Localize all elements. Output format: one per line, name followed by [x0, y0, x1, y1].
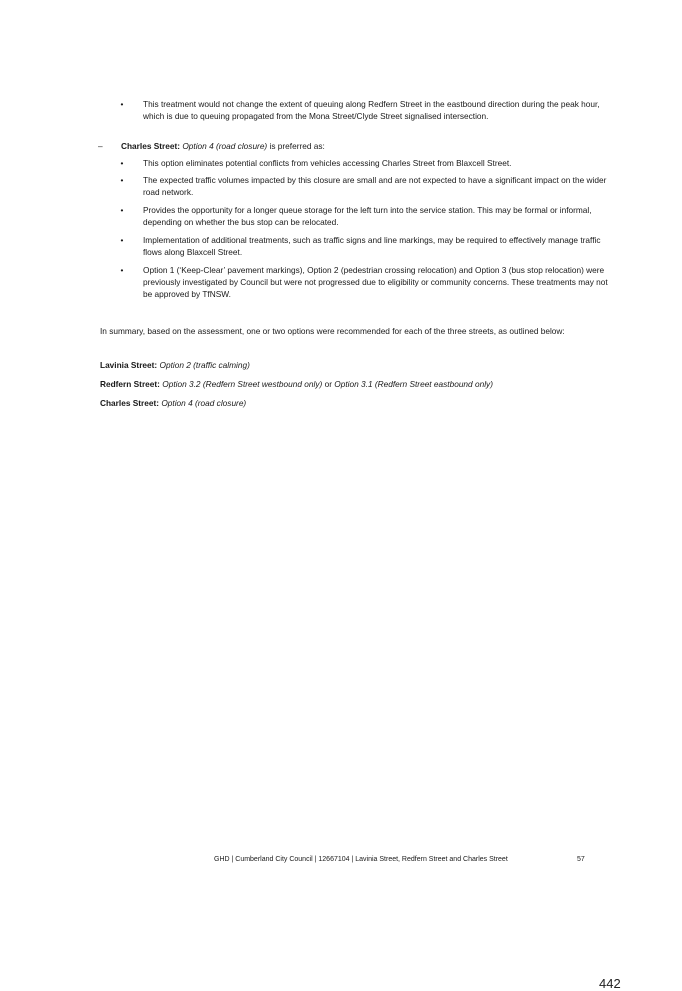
document-stamp-number: 442 — [599, 976, 621, 991]
recommendation-lavinia — [100, 359, 605, 371]
charles-street-heading — [121, 140, 601, 152]
redfern-value-2: Option 3.1 (Redfern Street eastbound only) — [334, 379, 493, 389]
dash-icon: – — [98, 141, 103, 151]
bullet-icon: • — [120, 265, 124, 275]
redfern-or: or — [322, 379, 335, 389]
bullet-text: This treatment would not change the extent of queuing along Redfern Street in the eastbound direction during the peak hour, which is due to queuing propagated from the Mona Street/Clyde Street signalised intersection. — [143, 99, 600, 122]
charles-street-option: Option 4 (road closure) — [182, 141, 268, 151]
page-footer: GHD | Cumberland City Council | 12667104 | Lavinia Street, Redfern Street and Charles Street — [214, 856, 508, 863]
bullet-icon: • — [120, 99, 124, 109]
bullet-icon: • — [120, 175, 124, 185]
charles-street-suffix: is preferred as: — [267, 141, 325, 151]
bullet-text: Implementation of additional treatments, such as traffic signs and line markings, may be required to effectively manage traffic flows along Blaxcell Street. — [143, 235, 601, 258]
bullet-icon: • — [120, 205, 124, 215]
bullet-text: The expected traffic volumes impacted by this closure are small and are not expected to have a significant impact on the wider road network. — [143, 175, 607, 198]
charles-label: Charles Street: — [100, 398, 160, 408]
charles-value: Option 4 (road closure) — [161, 398, 247, 408]
redfern-label: Redfern Street: — [100, 379, 160, 389]
bullet-text: Provides the opportunity for a longer queue storage for the left turn into the service station. This may be formal or informal, depending on whether the bus stop can be relocated. — [143, 205, 592, 228]
bullet-text: This option eliminates potential conflicts from vehicles accessing Charles Street from Blaxcell Street. — [143, 158, 512, 168]
recommendation-redfern — [100, 378, 605, 390]
charles-street-label: Charles Street: — [121, 141, 181, 151]
bullet-icon: • — [120, 235, 124, 245]
lavinia-value: Option 2 (traffic calming) — [159, 360, 250, 370]
lavinia-label: Lavinia Street: — [100, 360, 158, 370]
page-number: 57 — [577, 856, 585, 863]
bullet-icon: • — [120, 158, 124, 168]
bullet-text: Option 1 (‘Keep-Clear’ pavement markings), Option 2 (pedestrian crossing relocation) and Option 3 (bus stop relocation) were previously investigated by Council but were not progressed due to eligibility or community concerns. These treatments may not be approved by TfNSW. — [143, 265, 608, 300]
recommendation-charles — [100, 397, 605, 409]
redfern-value-1: Option 3.2 (Redfern Street westbound only) — [162, 379, 323, 389]
summary-paragraph: In summary, based on the assessment, one or two options were recommended for each of the three streets, as outlined below: — [100, 326, 565, 336]
